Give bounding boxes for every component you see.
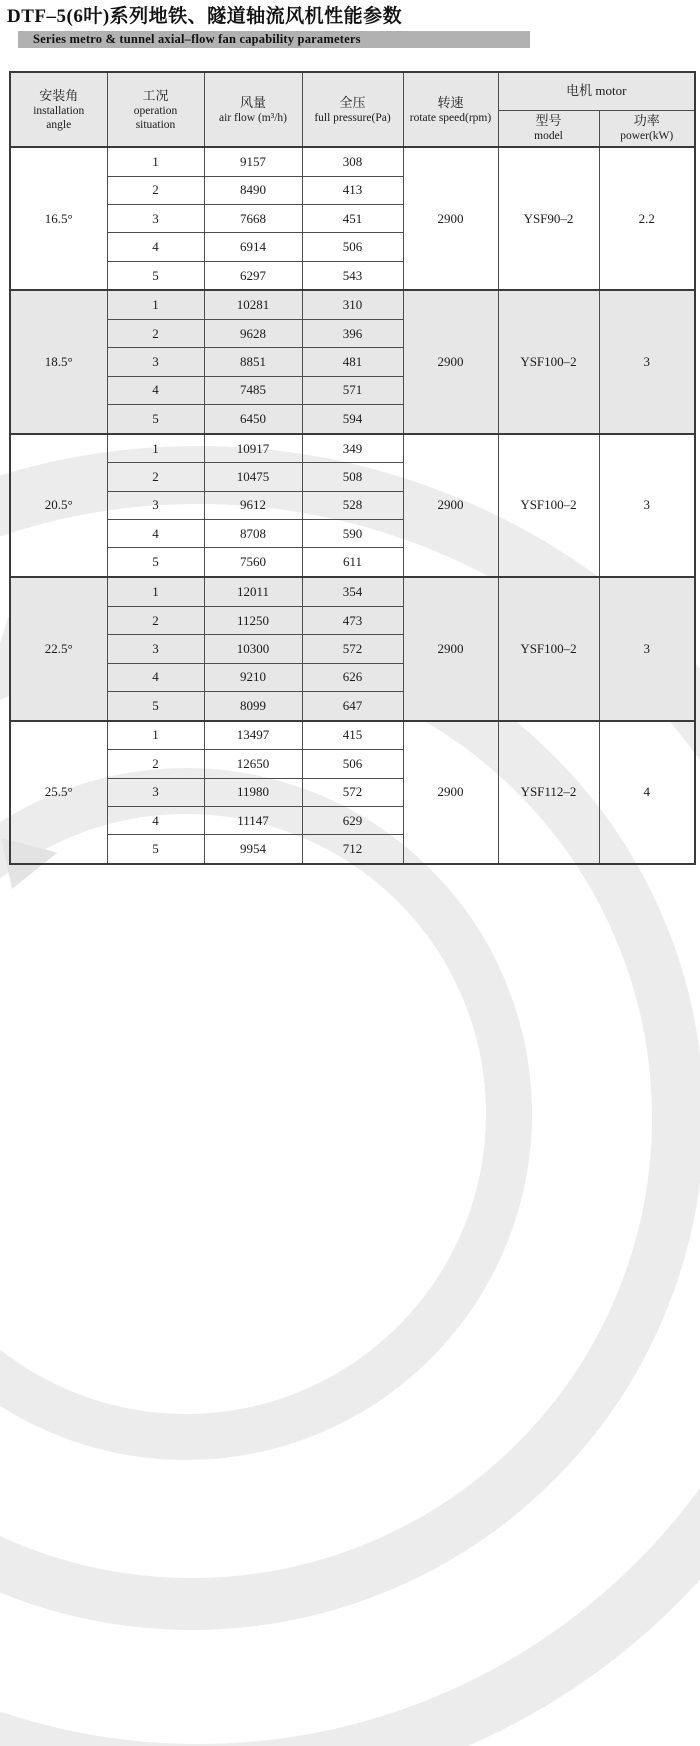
air-flow-cell: 6914 bbox=[204, 233, 302, 261]
pressure-cell: 571 bbox=[302, 376, 403, 404]
pressure-cell: 594 bbox=[302, 405, 403, 434]
situation-cell: 5 bbox=[107, 835, 204, 864]
situation-cell: 3 bbox=[107, 205, 204, 233]
situation-cell: 2 bbox=[107, 606, 204, 634]
situation-cell: 3 bbox=[107, 635, 204, 663]
rotate-speed-cell: 2900 bbox=[403, 290, 498, 433]
air-flow-cell: 9954 bbox=[204, 835, 302, 864]
motor-model-cell: YSF100–2 bbox=[498, 577, 599, 720]
situation-cell: 3 bbox=[107, 348, 204, 376]
pressure-cell: 528 bbox=[302, 491, 403, 519]
pressure-cell: 712 bbox=[302, 835, 403, 864]
rotate-speed-cell: 2900 bbox=[403, 721, 498, 864]
table-row bbox=[10, 577, 695, 606]
motor-model-cell: YSF112–2 bbox=[498, 721, 599, 864]
page-title: DTF–5(6叶)系列地铁、隧道轴流风机性能参数 bbox=[7, 6, 403, 27]
motor-power-cell: 3 bbox=[599, 290, 695, 433]
table-header bbox=[10, 72, 695, 147]
table-row bbox=[10, 721, 695, 750]
air-flow-cell: 7560 bbox=[204, 548, 302, 577]
situation-cell: 4 bbox=[107, 806, 204, 834]
air-flow-cell: 8851 bbox=[204, 348, 302, 376]
installation-angle-cell: 16.5° bbox=[10, 147, 107, 290]
pressure-cell: 451 bbox=[302, 205, 403, 233]
pressure-cell: 629 bbox=[302, 806, 403, 834]
situation-cell: 1 bbox=[107, 290, 204, 319]
pressure-cell: 310 bbox=[302, 290, 403, 319]
pressure-cell: 354 bbox=[302, 577, 403, 606]
air-flow-cell: 6450 bbox=[204, 405, 302, 434]
air-flow-cell: 10300 bbox=[204, 635, 302, 663]
angle-group-20-5 bbox=[10, 434, 695, 577]
air-flow-cell: 9628 bbox=[204, 320, 302, 348]
subtitle-bar bbox=[18, 31, 530, 48]
angle-group-18-5 bbox=[10, 290, 695, 433]
pressure-cell: 308 bbox=[302, 147, 403, 176]
air-flow-cell: 8708 bbox=[204, 520, 302, 548]
installation-angle-cell: 22.5° bbox=[10, 577, 107, 720]
pressure-cell: 647 bbox=[302, 691, 403, 720]
motor-model-cell: YSF90–2 bbox=[498, 147, 599, 290]
situation-cell: 4 bbox=[107, 520, 204, 548]
air-flow-cell: 9157 bbox=[204, 147, 302, 176]
angle-group-22-5 bbox=[10, 577, 695, 720]
situation-cell: 3 bbox=[107, 778, 204, 806]
rotate-speed-cell: 2900 bbox=[403, 434, 498, 577]
catalog-page bbox=[0, 6, 700, 857]
air-flow-cell: 12650 bbox=[204, 750, 302, 778]
pressure-cell: 349 bbox=[302, 434, 403, 463]
air-flow-cell: 7668 bbox=[204, 205, 302, 233]
header-motor-model: 型号 model bbox=[498, 110, 599, 147]
air-flow-cell: 11250 bbox=[204, 606, 302, 634]
situation-cell: 4 bbox=[107, 233, 204, 261]
header-full-pressure: 全压 full pressure(Pa) bbox=[302, 72, 403, 147]
situation-cell: 5 bbox=[107, 548, 204, 577]
air-flow-cell: 13497 bbox=[204, 721, 302, 750]
motor-power-cell: 3 bbox=[599, 577, 695, 720]
air-flow-cell: 7485 bbox=[204, 376, 302, 404]
subtitle-text: Series metro & tunnel axial–flow fan capability parameters bbox=[33, 32, 361, 46]
situation-cell: 1 bbox=[107, 721, 204, 750]
situation-cell: 2 bbox=[107, 750, 204, 778]
header-air-flow: 风量 air flow (m³/h) bbox=[204, 72, 302, 147]
pressure-cell: 626 bbox=[302, 663, 403, 691]
pressure-cell: 481 bbox=[302, 348, 403, 376]
rotate-speed-cell: 2900 bbox=[403, 577, 498, 720]
pressure-cell: 543 bbox=[302, 261, 403, 290]
installation-angle-cell: 20.5° bbox=[10, 434, 107, 577]
pressure-cell: 396 bbox=[302, 320, 403, 348]
air-flow-cell: 11147 bbox=[204, 806, 302, 834]
situation-cell: 5 bbox=[107, 405, 204, 434]
table-row bbox=[10, 290, 695, 319]
situation-cell: 5 bbox=[107, 261, 204, 290]
rotate-speed-cell: 2900 bbox=[403, 147, 498, 290]
situation-cell: 2 bbox=[107, 176, 204, 204]
pressure-cell: 413 bbox=[302, 176, 403, 204]
pressure-cell: 590 bbox=[302, 520, 403, 548]
header-motor: 电机 motor bbox=[498, 72, 695, 110]
situation-cell: 1 bbox=[107, 147, 204, 176]
header-installation-angle: 安装角 installation angle bbox=[10, 72, 107, 147]
air-flow-cell: 10917 bbox=[204, 434, 302, 463]
motor-power-cell: 4 bbox=[599, 721, 695, 864]
situation-cell: 1 bbox=[107, 434, 204, 463]
pressure-cell: 415 bbox=[302, 721, 403, 750]
air-flow-cell: 8099 bbox=[204, 691, 302, 720]
situation-cell: 3 bbox=[107, 491, 204, 519]
air-flow-cell: 8490 bbox=[204, 176, 302, 204]
air-flow-cell: 9612 bbox=[204, 491, 302, 519]
air-flow-cell: 12011 bbox=[204, 577, 302, 606]
motor-power-cell: 3 bbox=[599, 434, 695, 577]
situation-cell: 2 bbox=[107, 320, 204, 348]
pressure-cell: 572 bbox=[302, 778, 403, 806]
air-flow-cell: 10475 bbox=[204, 463, 302, 491]
pressure-cell: 611 bbox=[302, 548, 403, 577]
pressure-cell: 508 bbox=[302, 463, 403, 491]
fan-parameters-table bbox=[9, 71, 696, 865]
air-flow-cell: 11980 bbox=[204, 778, 302, 806]
pressure-cell: 572 bbox=[302, 635, 403, 663]
table-row bbox=[10, 147, 695, 176]
situation-cell: 5 bbox=[107, 691, 204, 720]
situation-cell: 2 bbox=[107, 463, 204, 491]
pressure-cell: 473 bbox=[302, 606, 403, 634]
header-motor-power: 功率 power(kW) bbox=[599, 110, 695, 147]
situation-cell: 4 bbox=[107, 376, 204, 404]
installation-angle-cell: 18.5° bbox=[10, 290, 107, 433]
table-row bbox=[10, 434, 695, 463]
pressure-cell: 506 bbox=[302, 750, 403, 778]
pressure-cell: 506 bbox=[302, 233, 403, 261]
situation-cell: 4 bbox=[107, 663, 204, 691]
installation-angle-cell: 25.5° bbox=[10, 721, 107, 864]
header-operation-situation: 工况 operation situation bbox=[107, 72, 204, 147]
situation-cell: 1 bbox=[107, 577, 204, 606]
motor-power-cell: 2.2 bbox=[599, 147, 695, 290]
angle-group-16-5 bbox=[10, 147, 695, 290]
header-rotate-speed: 转速 rotate speed(rpm) bbox=[403, 72, 498, 147]
air-flow-cell: 6297 bbox=[204, 261, 302, 290]
air-flow-cell: 9210 bbox=[204, 663, 302, 691]
motor-model-cell: YSF100–2 bbox=[498, 290, 599, 433]
angle-group-25-5 bbox=[10, 721, 695, 864]
motor-model-cell: YSF100–2 bbox=[498, 434, 599, 577]
air-flow-cell: 10281 bbox=[204, 290, 302, 319]
